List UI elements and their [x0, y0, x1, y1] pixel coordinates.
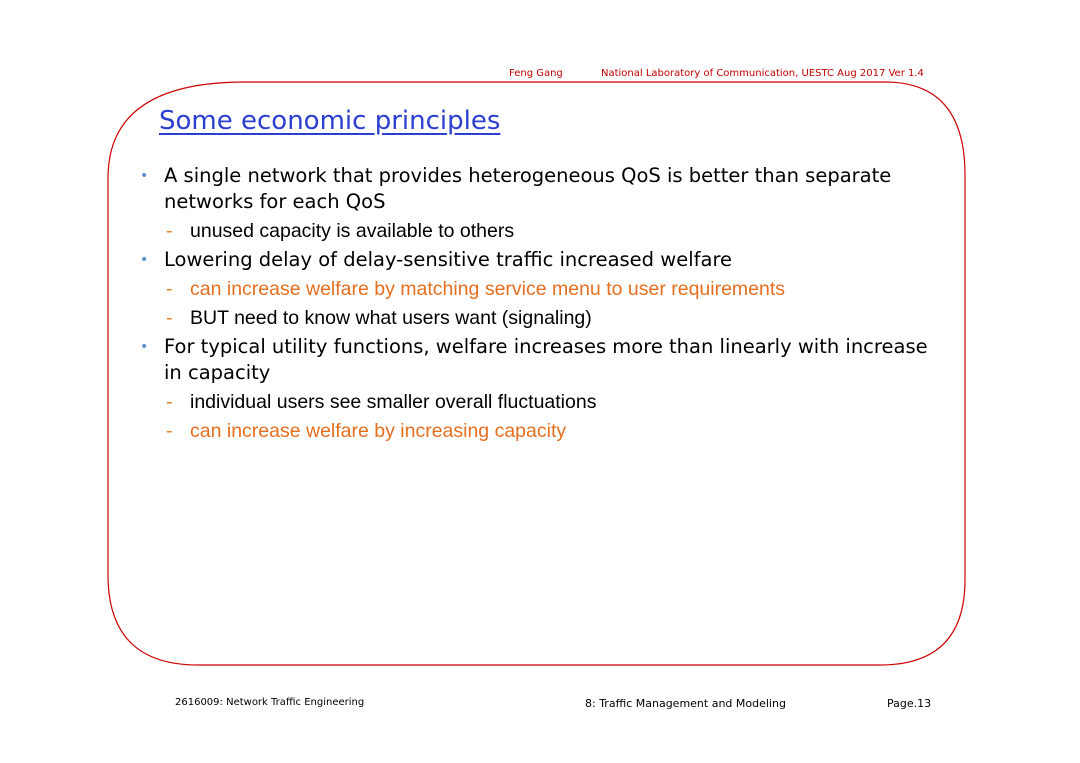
footer-page-number: Page.13: [887, 697, 932, 710]
bullet-text: A single network that provides heterogeneous QoS is better than separate networks for each QoS: [164, 164, 892, 213]
sub-bullet-item: [140, 305, 940, 331]
sub-bullet-item: [140, 218, 940, 244]
slide-content: [140, 163, 940, 447]
bullet-dot-icon: •: [140, 252, 149, 268]
bullet-text: For typical utility functions, welfare increases more than linearly with increase in capacity: [164, 335, 928, 384]
dash-icon: -: [166, 220, 173, 242]
dash-icon: -: [166, 420, 173, 442]
sub-bullet-item: [140, 389, 940, 415]
bullet-dot-icon: •: [140, 168, 149, 184]
sub-bullet-text: unused capacity is available to others: [190, 220, 515, 242]
sub-bullet-item: [140, 418, 940, 444]
sub-bullet-text: individual users see smaller overall fluctuations: [190, 391, 597, 413]
header-lab: National Laboratory of Communication, UESTC Aug 2017 Ver 1.4: [601, 68, 924, 79]
sub-bullet-text: BUT need to know what users want (signaling): [190, 307, 592, 329]
sub-bullet-item: [140, 276, 940, 302]
slide-title: Some economic principles: [159, 106, 501, 136]
dash-icon: -: [166, 307, 173, 329]
dash-icon: -: [166, 278, 173, 300]
bullet-item: [140, 163, 940, 215]
footer-course: 2616009: Network Traffic Engineering: [175, 697, 365, 708]
header-author: Feng Gang: [509, 68, 563, 79]
bullet-item: [140, 247, 940, 273]
bullet-dot-icon: •: [140, 339, 149, 355]
bullet-item: [140, 334, 940, 386]
sub-bullet-text: can increase welfare by increasing capacity: [190, 420, 567, 442]
dash-icon: -: [166, 391, 173, 413]
footer-chapter: 8: Traffic Management and Modeling: [585, 697, 786, 710]
bullet-text: Lowering delay of delay-sensitive traffic increased welfare: [164, 248, 733, 271]
sub-bullet-text: can increase welfare by matching service menu to user requirements: [190, 278, 786, 300]
